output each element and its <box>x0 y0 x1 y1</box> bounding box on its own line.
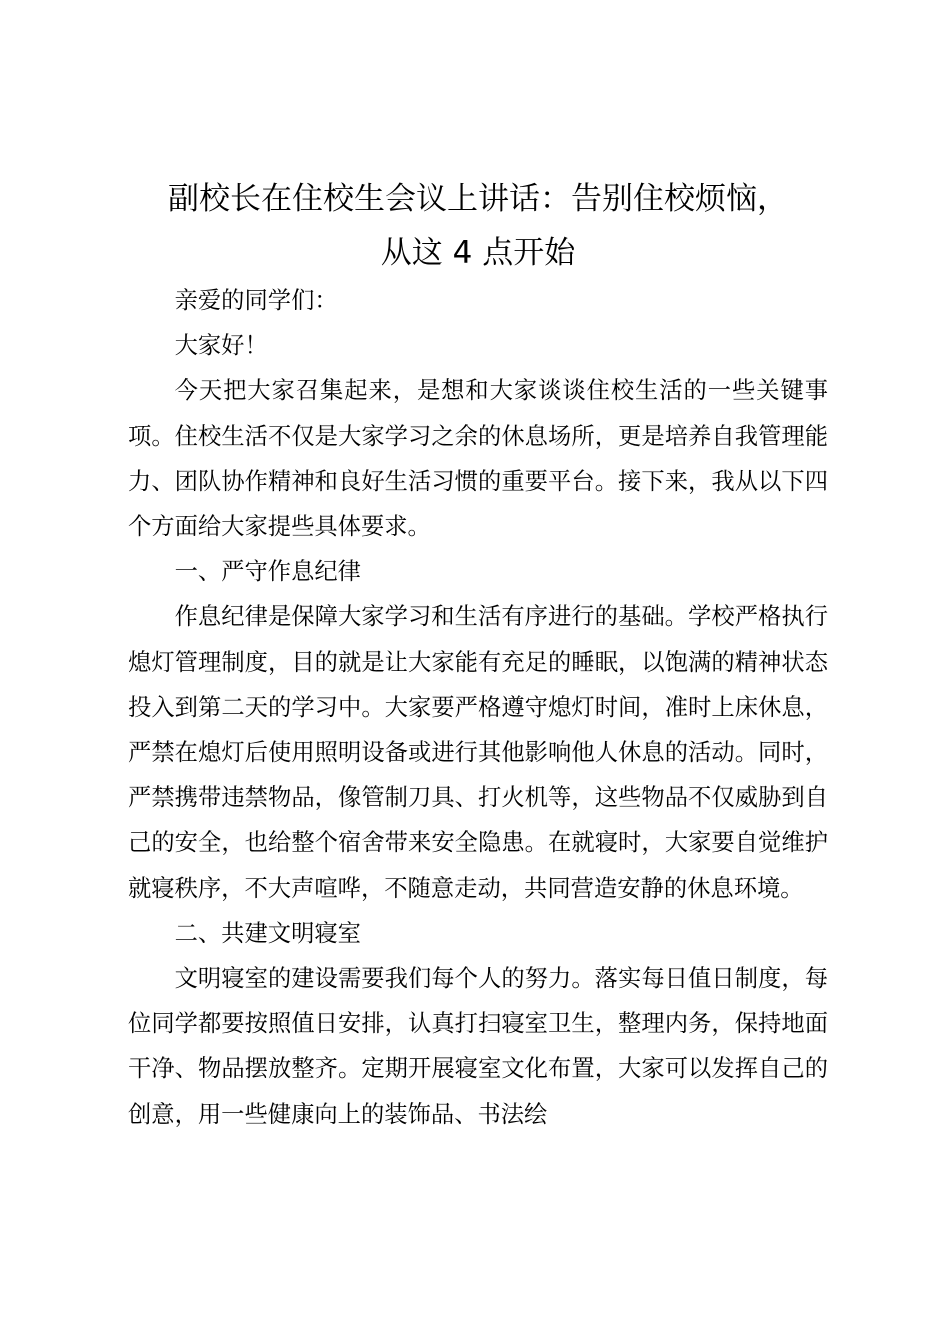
intro-paragraph: 今天把大家召集起来，是想和大家谈谈住校生活的一些关键事项。住校生活不仅是大家学习之余的休息场所，更是培养自我管理能力、团队协作精神和良好生活习惯的重要平台。接下来，我从以下四个方面给大家提些具体要求。 <box>128 377 828 541</box>
section-2-paragraph: 文明寝室的建设需要我们每个人的努力。落实每日值日制度，每位同学都要按照值日安排，认真打扫寝室卫生，整理内务，保持地面干净、物品摆放整齐。定期开展寝室文化布置，大家可以发挥自己的创意，用一些健康向上的装饰品、书法绘 <box>128 965 828 1128</box>
section-heading-1: 一、严守作息纪律 <box>174 558 361 586</box>
section-1-paragraph: 作息纪律是保障大家学习和生活有序进行的基础。学校严格执行熄灯管理制度，目的就是让大家能有充足的睡眠，以饱满的精神状态投入到第二天的学习中。大家要严格遵守熄灯时间，准时上床休息，严禁在熄灯后使用照明设备或进行其他影响他人休息的活动。同时，严禁携带违禁物品，像管制刀具、打火机等，这些物品不仅威胁到自己的安全，也给整个宿舍带来安全隐患。在就寝时，大家要自觉维护就寝秩序，不大声喧哗，不随意走动，共同营造安静的休息环境。 <box>128 603 828 902</box>
title-line-2: 从这 4 点开始 <box>380 235 576 271</box>
greeting: 大家好！ <box>174 332 268 360</box>
salutation: 亲爱的同学们： <box>174 287 338 314</box>
section-heading-2: 二、共建文明寝室 <box>174 919 361 947</box>
title-line-1: 副校长在住校生会议上讲话：告别住校烦恼， <box>168 181 788 217</box>
document-body <box>128 278 828 1137</box>
document-title <box>128 172 828 280</box>
